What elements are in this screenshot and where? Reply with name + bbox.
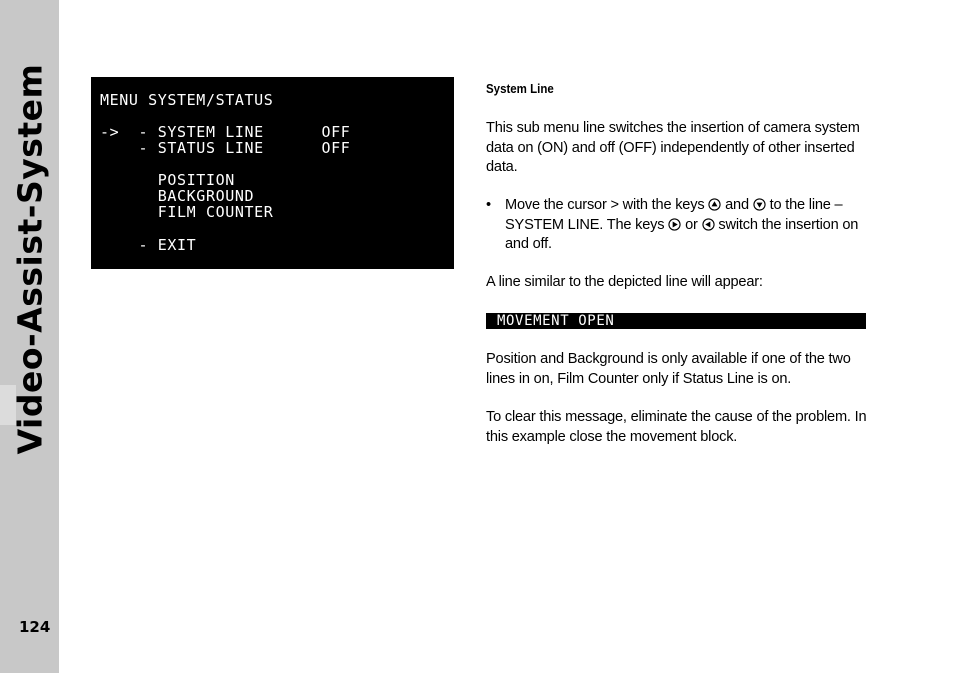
- bullet-text-4: or: [685, 216, 698, 233]
- osd-item-position: POSITION: [100, 171, 235, 189]
- chapter-title: Video-Assist-System: [10, 63, 50, 455]
- bullet-paragraph: [505, 196, 885, 255]
- right-key-icon: [668, 218, 681, 231]
- bullet-marker: •: [486, 197, 492, 213]
- down-key-icon: [753, 198, 766, 211]
- page-number: 124: [19, 618, 51, 636]
- section-heading: System Line: [486, 82, 554, 96]
- bullet-text-2: and: [725, 197, 749, 213]
- bullet-text-3: to the line – SYSTEM LINE. The keys: [505, 197, 843, 233]
- clear-message-paragraph: To clear this message, eliminate the cause of the problem. In this example close the movement block.: [486, 409, 867, 445]
- line-intro: A line similar to the depicted line will appear:: [486, 274, 763, 290]
- osd-item-system-line: -> - SYSTEM LINE OFF: [100, 123, 351, 141]
- intro-paragraph: This sub menu line switches the insertion of camera system data on (ON) and off (OFF) independently of other inserted data.: [486, 120, 860, 175]
- osd-menu-screen: [91, 77, 454, 269]
- up-key-icon: [708, 198, 721, 211]
- bullet-text-5: switch the insertion on and off.: [505, 216, 859, 252]
- bullet-text-1: Move the cursor > with the keys: [505, 197, 705, 213]
- position-paragraph: Position and Background is only available if one of the two lines in on, Film Counter only if Status Line is on.: [486, 351, 851, 387]
- status-line-sample: [486, 313, 866, 329]
- status-line-text: MOVEMENT OPEN: [497, 313, 615, 329]
- left-key-icon: [702, 218, 715, 231]
- osd-menu-title: MENU SYSTEM/STATUS: [100, 91, 274, 109]
- osd-item-status-line: - STATUS LINE OFF: [100, 139, 351, 157]
- osd-item-background: BACKGROUND: [100, 187, 255, 205]
- osd-item-film-counter: FILM COUNTER: [100, 203, 274, 221]
- osd-item-exit: - EXIT: [100, 236, 197, 254]
